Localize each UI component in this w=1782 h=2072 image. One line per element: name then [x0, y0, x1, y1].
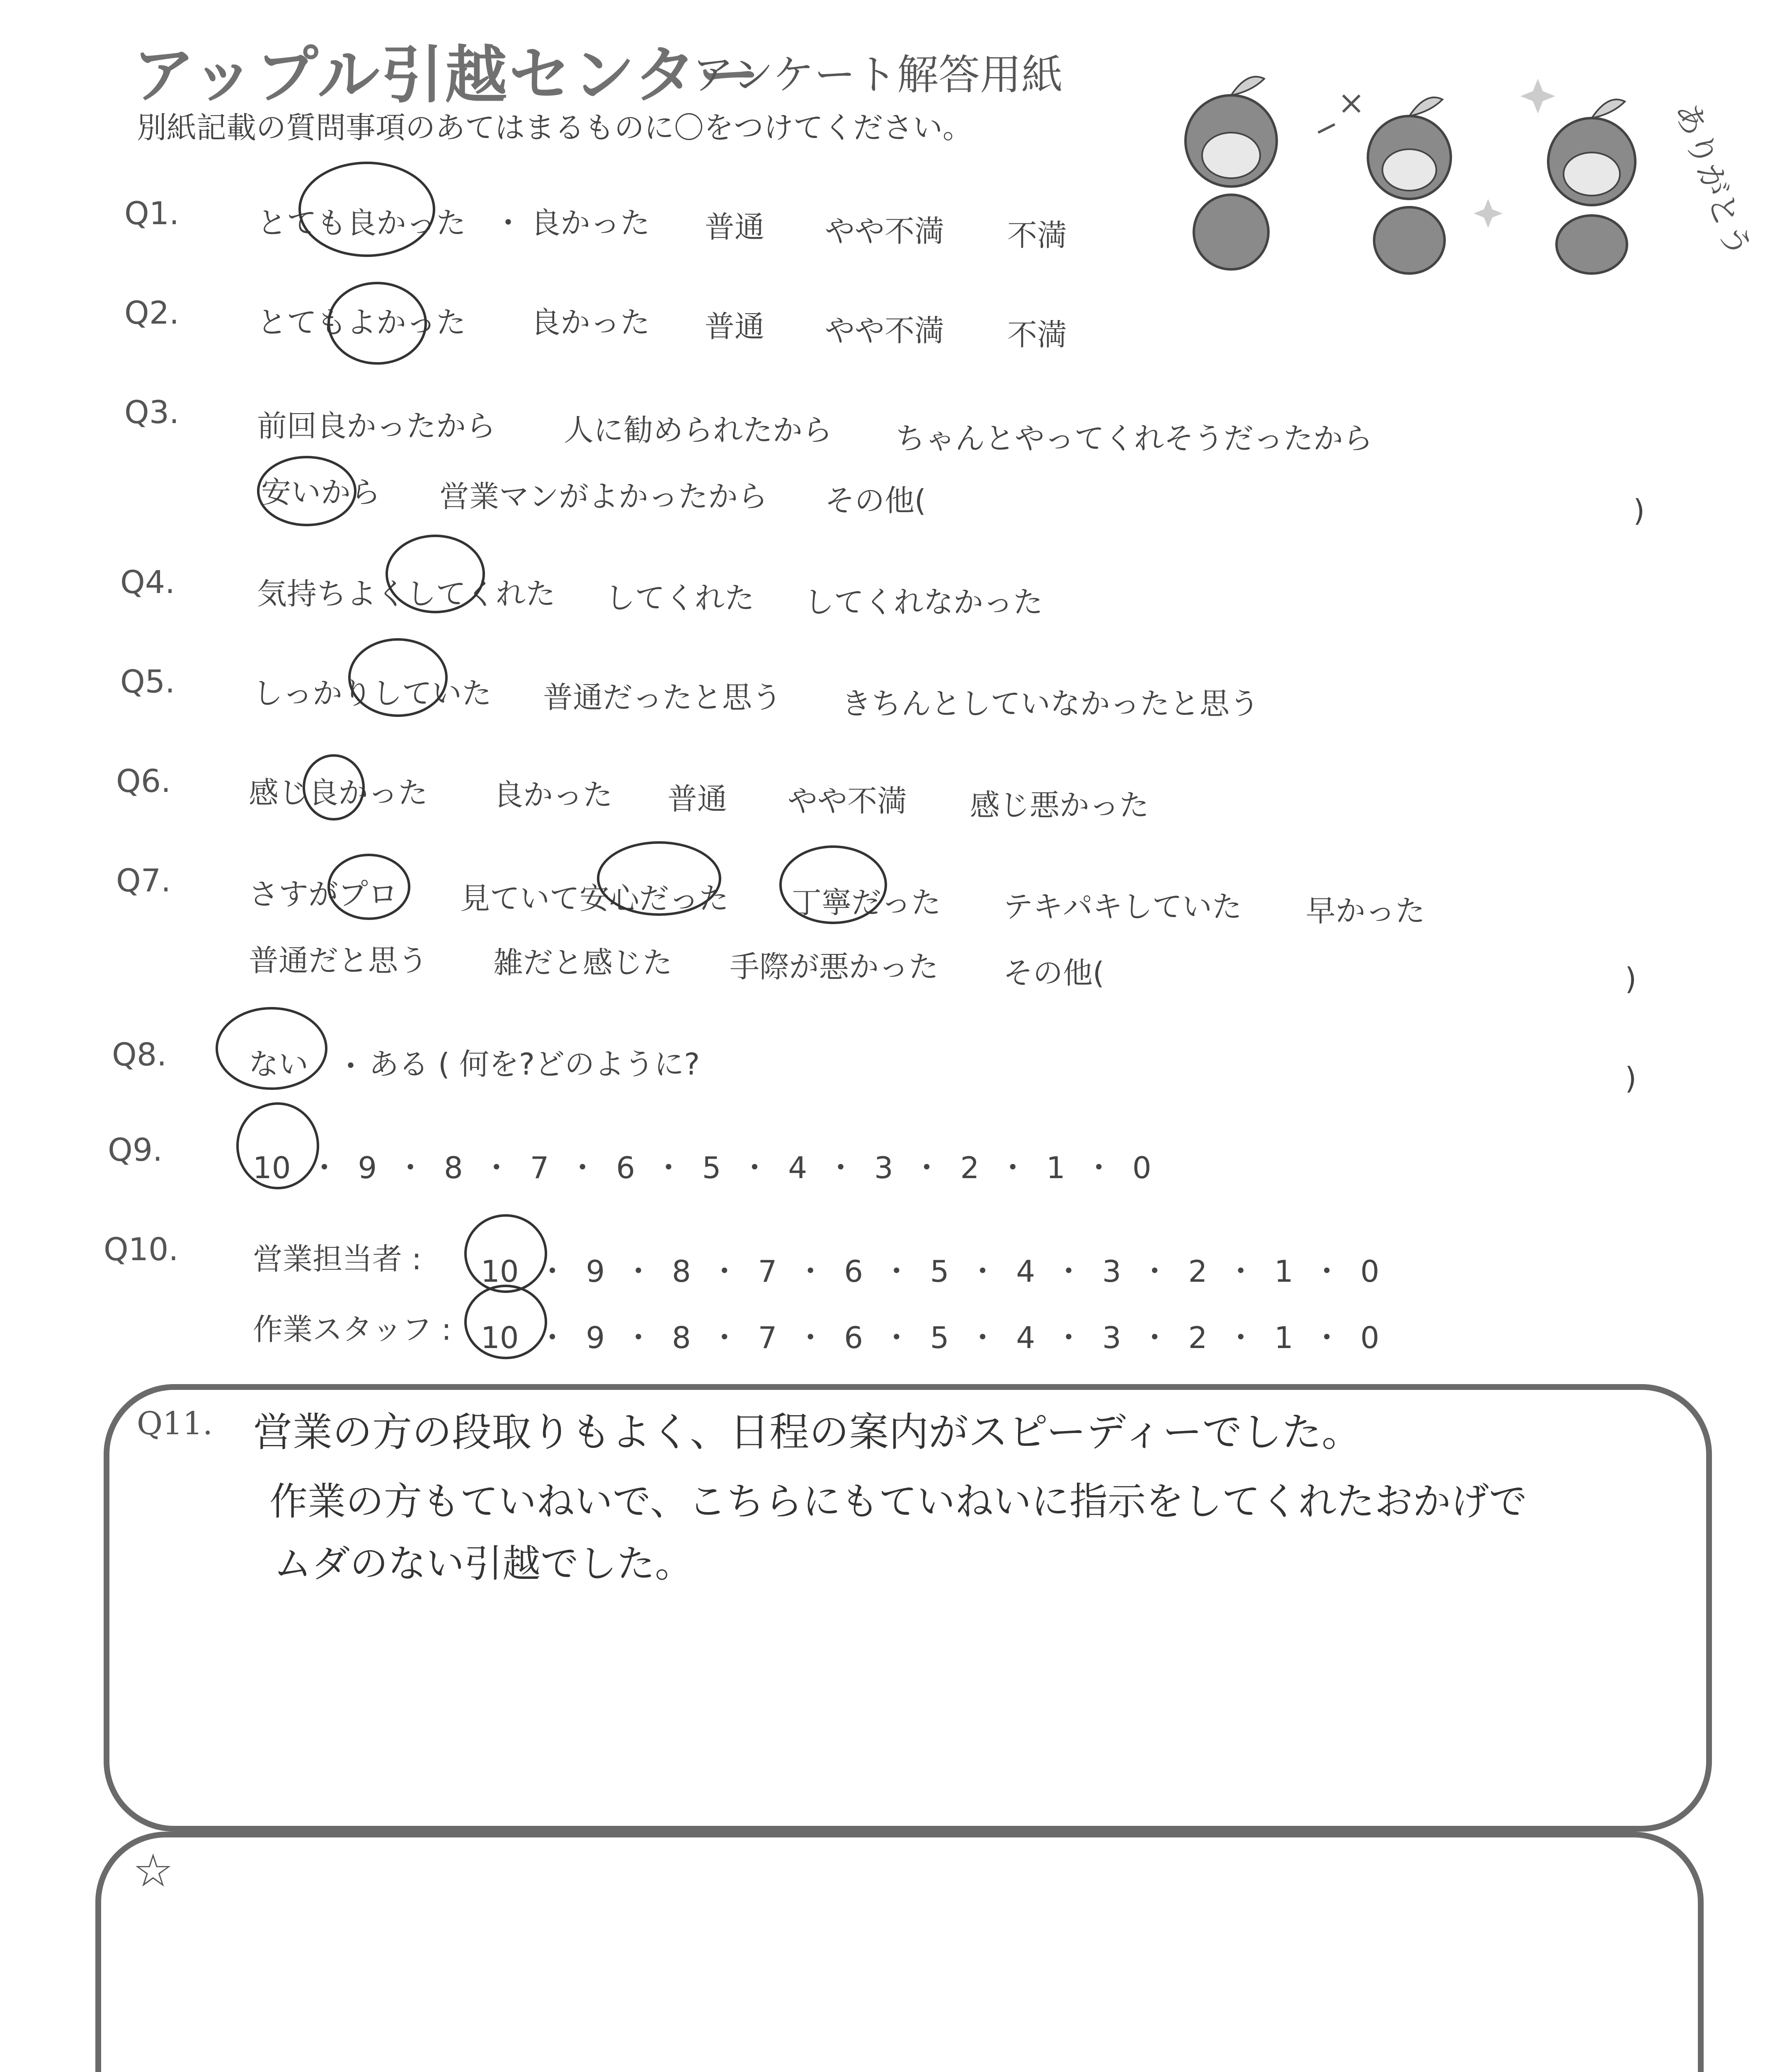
q1-option-2[interactable]: 良かった	[531, 206, 650, 240]
scale-separator: ・	[528, 1254, 577, 1289]
answer-circle-q3	[257, 456, 356, 526]
answer-circle-q10-staff	[464, 1285, 547, 1359]
q7-option-1[interactable]: さすがプロ	[249, 877, 398, 912]
answer-circle-q8	[216, 1007, 327, 1090]
q10-staff-value-10[interactable]: 10	[481, 1320, 519, 1355]
q3-option-5[interactable]: 営業マンがよかったから	[439, 479, 768, 514]
q10-staff-rating-scale	[481, 1314, 1380, 1357]
q8-other-close: )	[1625, 1061, 1637, 1096]
scale-separator: ・	[902, 1150, 951, 1185]
q10-staff-value-8[interactable]: 8	[672, 1320, 691, 1355]
answer-circle-q10-sales	[464, 1214, 547, 1293]
mascot-caption: ありがとう	[1667, 97, 1758, 262]
q4-option-1[interactable]: 気持ちよくしてくれた	[257, 576, 556, 611]
q9-value-0[interactable]: 0	[1132, 1150, 1152, 1185]
q6-option-5[interactable]: 感じ悪かった	[970, 788, 1149, 823]
q9-value-10[interactable]: 10	[253, 1150, 291, 1185]
q7-option-7[interactable]: 雑だと感じた	[493, 945, 673, 980]
q6-option-1[interactable]: 感じ良かった	[249, 775, 428, 810]
q8-option-1[interactable]: ない	[249, 1047, 309, 1082]
q2-option-5[interactable]: 不満	[1007, 317, 1067, 352]
q1-option-5[interactable]: 不満	[1007, 218, 1067, 253]
q10-sales-value-7[interactable]: 7	[758, 1254, 777, 1289]
q3-option-2[interactable]: 人に勧められたから	[564, 413, 833, 448]
scale-separator: ・	[1302, 1320, 1351, 1355]
q10-sales-value-2[interactable]: 2	[1188, 1254, 1207, 1289]
q10-sales-value-3[interactable]: 3	[1102, 1254, 1121, 1289]
q2-option-3[interactable]: 普通	[705, 309, 765, 344]
q7-other-close: )	[1625, 961, 1637, 996]
monkey-mascots-illustration	[1144, 58, 1758, 274]
page-subtitle: アンケート解答用紙	[692, 51, 1063, 99]
q11-answer-line-3: ムダのない引越でした。	[274, 1542, 693, 1586]
q7-option-2[interactable]: 見ていて安心だった	[460, 881, 729, 916]
scale-separator: ・	[700, 1320, 749, 1355]
q9-value-5[interactable]: 5	[702, 1150, 721, 1185]
scale-separator: ・	[1044, 1320, 1093, 1355]
q10-sales-rating-scale	[481, 1247, 1380, 1290]
q8-sep: ・	[336, 1049, 366, 1084]
q10-staff-label: 作業スタッフ :	[253, 1312, 452, 1347]
q1-option-1[interactable]: とても良かった	[257, 206, 466, 240]
q10-staff-value-3[interactable]: 3	[1102, 1320, 1121, 1355]
scale-separator: ・	[786, 1320, 835, 1355]
scale-separator: ・	[386, 1150, 435, 1185]
scale-separator: ・	[730, 1150, 779, 1185]
scale-separator: ・	[558, 1150, 607, 1185]
q4-option-3[interactable]: してくれなかった	[804, 585, 1043, 620]
answer-circle-q7-b	[597, 841, 721, 916]
q3-option-3[interactable]: ちゃんとやってくれそうだったから	[895, 421, 1373, 456]
scale-separator: ・	[786, 1254, 835, 1289]
scale-separator: ・	[644, 1150, 693, 1185]
q10-sales-value-5[interactable]: 5	[930, 1254, 949, 1289]
q9-value-6[interactable]: 6	[616, 1150, 635, 1185]
q10-sales-value-6[interactable]: 6	[844, 1254, 863, 1289]
q6-option-2[interactable]: 良かった	[493, 777, 613, 812]
q7-option-other[interactable]: その他(	[1003, 956, 1105, 990]
q10-staff-value-1[interactable]: 1	[1274, 1320, 1293, 1355]
q7-option-3[interactable]: 丁寧だった	[792, 885, 941, 920]
scale-separator: ・	[872, 1320, 921, 1355]
q10-sales-value-8[interactable]: 8	[672, 1254, 691, 1289]
scale-separator: ・	[528, 1320, 577, 1355]
q3-option-4[interactable]: 安いから	[261, 475, 381, 510]
scale-separator: ・	[300, 1150, 349, 1185]
scale-separator: ・	[872, 1254, 921, 1289]
q11-answer-line-2: 作業の方もていねいで、こちらにもていねいに指示をしてくれたおかげで	[269, 1479, 1527, 1524]
q10-sales-value-4[interactable]: 4	[1016, 1254, 1035, 1289]
q9-value-4[interactable]: 4	[788, 1150, 807, 1185]
q9-value-3[interactable]: 3	[874, 1150, 893, 1185]
scale-separator: ・	[958, 1254, 1007, 1289]
q9-value-1[interactable]: 1	[1046, 1150, 1065, 1185]
q7-option-4[interactable]: テキパキしていた	[1003, 889, 1242, 924]
q6-label: Q6.	[116, 762, 171, 799]
q2-label: Q2.	[124, 294, 179, 331]
answer-circle-q6	[303, 754, 365, 821]
q11-answer-line-1: 営業の方の段取りもよく、日程の案内がスピーディーでした。	[253, 1409, 1362, 1455]
q1-option-4[interactable]: やや不満	[825, 214, 945, 249]
q10-sales-value-9[interactable]: 9	[586, 1254, 605, 1289]
q3-option-1[interactable]: 前回良かったから	[257, 409, 496, 443]
q10-sales-value-10[interactable]: 10	[481, 1254, 519, 1289]
q3-option-other[interactable]: その他(	[825, 483, 926, 518]
q10-staff-value-9[interactable]: 9	[586, 1320, 605, 1355]
q2-option-4[interactable]: やや不満	[825, 313, 945, 348]
answer-circle-q2	[327, 282, 427, 365]
q9-value-7[interactable]: 7	[530, 1150, 549, 1185]
scale-separator: ・	[988, 1150, 1038, 1185]
q7-option-6[interactable]: 普通だと思う	[249, 943, 428, 978]
q6-option-4[interactable]: やや不満	[788, 784, 907, 818]
scale-separator: ・	[700, 1254, 749, 1289]
q10-staff-value-6[interactable]: 6	[844, 1320, 863, 1355]
scale-separator: ・	[1216, 1320, 1266, 1355]
q7-option-8[interactable]: 手際が悪かった	[730, 949, 939, 984]
answer-circle-q7-a	[327, 854, 410, 920]
q7-label: Q7.	[116, 862, 171, 899]
q10-label: Q10.	[104, 1231, 179, 1268]
page-title: アップル引越センター	[133, 39, 762, 111]
scale-separator: ・	[816, 1150, 865, 1185]
q3-label: Q3.	[124, 394, 179, 431]
q7-option-5[interactable]: 早かった	[1306, 893, 1426, 928]
answer-circle-q9	[236, 1102, 319, 1189]
q8-label: Q8.	[112, 1036, 167, 1073]
q9-value-9[interactable]: 9	[358, 1150, 377, 1185]
q10-sales-value-0[interactable]: 0	[1360, 1254, 1380, 1289]
comment-box	[95, 1832, 1704, 2072]
scale-separator: ・	[1216, 1254, 1266, 1289]
q3-other-close: )	[1633, 493, 1645, 528]
star-icon: ☆	[133, 1844, 174, 1897]
q5-option-3[interactable]: きちんとしていなかったと思う	[841, 686, 1260, 721]
scale-separator: ・	[614, 1320, 663, 1355]
q10-sales-label: 営業担当者 :	[253, 1242, 422, 1276]
scale-separator: ・	[1302, 1254, 1351, 1289]
scale-separator: ・	[1130, 1254, 1179, 1289]
scale-separator: ・	[1044, 1254, 1093, 1289]
q5-option-1[interactable]: しっかりしていた	[253, 676, 492, 711]
q10-staff-value-5[interactable]: 5	[930, 1320, 949, 1355]
answer-circle-q4	[385, 535, 485, 613]
answer-circle-q1	[298, 162, 435, 257]
scale-separator: ・	[472, 1150, 521, 1185]
answer-circle-q7-c	[779, 845, 887, 924]
q5-label: Q5.	[120, 663, 175, 700]
q9-value-8[interactable]: 8	[444, 1150, 463, 1185]
q6-option-3[interactable]: 普通	[667, 782, 727, 816]
q9-label: Q9.	[108, 1131, 163, 1168]
scale-separator: ・	[1074, 1150, 1123, 1185]
q1-sep: ・	[493, 206, 524, 240]
q1-option-3[interactable]: 普通	[705, 210, 765, 244]
q1-label: Q1.	[124, 195, 179, 232]
q10-staff-value-0[interactable]: 0	[1360, 1320, 1380, 1355]
q2-option-1[interactable]: とてもよかった	[257, 305, 466, 340]
q10-staff-value-2[interactable]: 2	[1188, 1320, 1207, 1355]
q11-label: Q11.	[137, 1405, 213, 1442]
q9-rating-scale	[253, 1144, 1152, 1187]
q9-value-2[interactable]: 2	[960, 1150, 979, 1185]
q10-staff-value-7[interactable]: 7	[758, 1320, 777, 1355]
q4-label: Q4.	[120, 564, 175, 600]
q8-option-2[interactable]: ある ( 何を?どのように?	[369, 1047, 700, 1082]
instruction-text: 別紙記載の質問事項のあてはまるものに〇をつけてください。	[137, 110, 973, 145]
q4-option-2[interactable]: してくれた	[605, 581, 755, 615]
answer-circle-q5	[348, 638, 448, 717]
q10-sales-value-1[interactable]: 1	[1274, 1254, 1293, 1289]
scale-separator: ・	[958, 1320, 1007, 1355]
scale-separator: ・	[614, 1254, 663, 1289]
q2-option-2[interactable]: 良かった	[531, 305, 650, 340]
q10-staff-value-4[interactable]: 4	[1016, 1320, 1035, 1355]
q5-option-2[interactable]: 普通だったと思う	[543, 680, 782, 715]
scale-separator: ・	[1130, 1320, 1179, 1355]
